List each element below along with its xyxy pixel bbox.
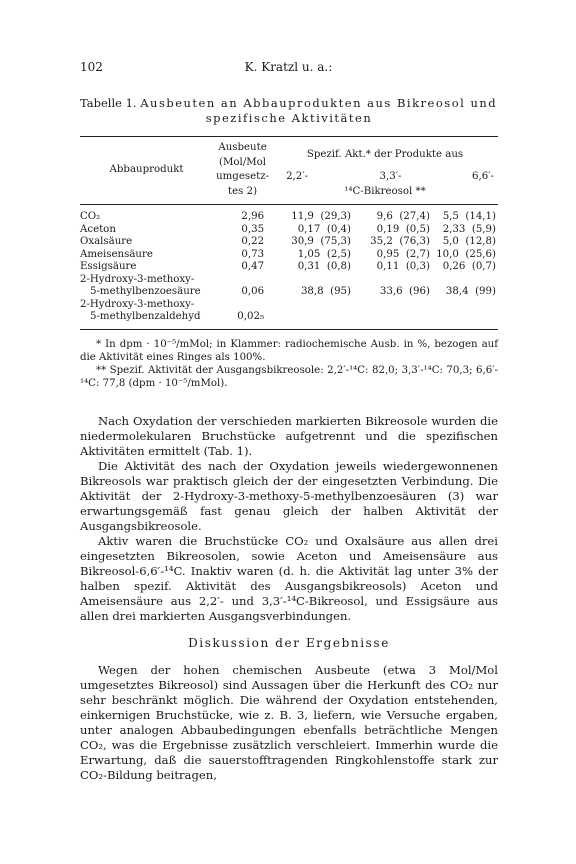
table-caption (80, 96, 498, 126)
body-text (80, 414, 498, 783)
footnote-2: ** Spezif. Aktivität der Ausgangsbikreosole: 2,2′-¹⁴C: 82,0; 3,3′-¹⁴C: 70,3; 6,6′-¹⁴C: 77,8 (dpm · 10⁻⁵/mMol). (80, 364, 498, 389)
page (80, 60, 498, 783)
sub-label: ¹⁴C-Bikreosol ** (344, 185, 426, 197)
table-row (80, 249, 498, 262)
table-row (80, 261, 498, 274)
table-title-line1: Ausbeuten an Abbauprodukten aus Bikreosol und (140, 96, 498, 110)
table-row (80, 224, 498, 237)
cell-activity-66: 5,5 (14,1) (442, 211, 496, 222)
cell-yield: 0,73 (241, 248, 265, 260)
page-number: 102 (80, 60, 103, 74)
cell-activity-22: 38,8 (95) (300, 286, 352, 297)
col-header-yield-1: Ausbeute (218, 142, 267, 153)
cell-yield (213, 274, 272, 287)
cell-product: Aceton (80, 223, 116, 235)
cell-activity-33: 0,11 (0,3) (376, 261, 430, 272)
sub-col-33: 3,3′- (379, 171, 402, 182)
cell-product: Ameisensäure (80, 248, 153, 260)
cell-activity-22 (272, 274, 351, 287)
cell-yield: 0,22 (241, 236, 265, 247)
col-header-yield-4: tes 2) (228, 185, 258, 197)
cell-activity-33 (351, 299, 430, 312)
cell-yield: 0,47 (241, 261, 265, 272)
table-row (80, 311, 498, 324)
cell-product: CO₂ (80, 211, 101, 222)
cell-activity-22: 11,9 (29,3) (291, 211, 352, 222)
cell-activity-66: 2,33 (5,9) (442, 223, 496, 235)
cell-product: Oxalsäure (80, 236, 133, 247)
table-row (80, 299, 498, 312)
discussion-paragraph: Wegen der hohen chemischen Ausbeute (etwa 3 Mol/Mol umgesetztes Bikreosol) sind Aussagen über die Herkunft des CO₂ nur sehr beschränkt möglich. Die während der Oxydation entstehenden, einkernigen Bruchstücke, wie z. B. 3, liefern, wie Versuche ergaben, unter analogen Abbaubedingungen ebenfalls beträchtliche Mengen CO₂, was die Ergebnisse zusätzlich verschleiert. Immerhin wurde die Erwartung, daß die sauerstofftragenden Ringkohlenstoffe stark zur CO₂-Bildung beitragen, (80, 662, 498, 782)
cell-product: Essigsäure (80, 261, 137, 272)
cell-yield: 0,06 (241, 286, 265, 297)
footnote-1: * In dpm · 10⁻⁵/mMol; in Klammer: radiochemische Ausb. in %, bezogen auf die Aktivität eines Ringes als 100%. (80, 338, 498, 363)
table-row (80, 286, 498, 299)
cell-activity-33 (351, 274, 430, 287)
cell-activity-33 (351, 311, 430, 324)
table-row (80, 274, 498, 287)
table-label: Tabelle 1. (80, 96, 137, 110)
paragraph-3: Aktiv waren die Bruchstücke CO₂ und Oxalsäure aus allen drei eingesetzten Bikreosolen, sowie Aceton und Ameisensäure aus Bikreosol-6,6′-¹⁴C. Inaktiv waren (d. h. die Aktivität lag unter 3% der halben spezif. Aktivität des Ausgangsbikreosols) Aceton und Ameisensäure aus 2,2′- und 3,3′-¹⁴C-Bikreosol, und Essigsäure aus allen drei markierten Ausgangsverbindungen. (80, 533, 498, 623)
cell-yield: 0,02₅ (237, 311, 265, 322)
cell-activity-66: 38,4 (99) (445, 286, 496, 297)
col-header-yield-3: umgesetz- (216, 171, 270, 182)
cell-activity-22: 0,17 (0,4) (297, 223, 352, 235)
section-heading: Diskussion der Ergebnisse (188, 635, 390, 650)
paragraph-1: Nach Oxydation der verschieden markierten Bikreosole wurden die niedermolekularen Bruchstücke aufgetrennt und die spezifischen Aktivitäten ermittelt (Tab. 1). (80, 413, 498, 458)
running-head: K. Kratzl u. a.: (244, 60, 333, 74)
sub-col-22: 2,2′- (286, 171, 309, 182)
cell-activity-33: 0,19 (0,5) (376, 223, 430, 235)
cell-activity-66 (430, 299, 498, 312)
table-title-line2: spezifische Aktivitäten (205, 111, 373, 125)
cell-product: 5-methylbenzaldehyd (90, 311, 201, 322)
cell-activity-22: 30,9 (75,3) (291, 236, 352, 247)
cell-activity-66 (430, 274, 498, 287)
col-header-activity: Spezif. Akt.* der Produkte aus (306, 149, 464, 161)
cell-activity-33: 35,2 (76,3) (370, 236, 430, 247)
cell-activity-66 (430, 311, 498, 324)
col-header-yield-2: (Mol/Mol (219, 156, 267, 168)
cell-activity-22 (272, 311, 351, 324)
results-table (80, 136, 498, 330)
cell-activity-22 (272, 299, 351, 312)
cell-product: 5-methylbenzoesäure (90, 286, 201, 297)
cell-activity-33: 9,6 (27,4) (376, 211, 430, 222)
cell-activity-22: 0,31 (0,8) (297, 261, 352, 272)
table-footnotes (80, 338, 498, 390)
cell-product: 2-Hydroxy-3-methoxy- (80, 273, 195, 285)
cell-yield: 2,96 (241, 211, 265, 222)
cell-activity-66: 0,26 (0,7) (442, 261, 496, 272)
col-header-product: Abbauprodukt (109, 163, 184, 175)
cell-yield: 0,35 (241, 223, 265, 235)
cell-activity-66: 10,0 (25,6) (436, 248, 496, 260)
cell-activity-33: 33,6 (96) (379, 286, 430, 297)
cell-activity-66: 5,0 (12,8) (442, 236, 496, 247)
paragraph-2: Die Aktivität des nach der Oxydation jeweils wiedergewonnenen Bikreosols war praktisch gleich der der eingesetzten Verbindung. Die Aktivität der 2-Hydroxy-3-methoxy-5-methylbenzoesäuren (3) war erwartungsgemäß fast genau gleich der halben Aktivität der Ausgangsbikreosole. (80, 458, 498, 533)
cell-activity-22: 1,05 (2,5) (297, 248, 352, 260)
page-header (80, 60, 498, 74)
sub-col-66: 6,6′- (472, 171, 494, 182)
cell-product: 2-Hydroxy-3-methoxy- (80, 298, 195, 310)
table-row (80, 236, 498, 249)
cell-yield (213, 299, 272, 312)
table-row (80, 211, 498, 224)
cell-activity-33: 0,95 (2,7) (376, 248, 430, 260)
